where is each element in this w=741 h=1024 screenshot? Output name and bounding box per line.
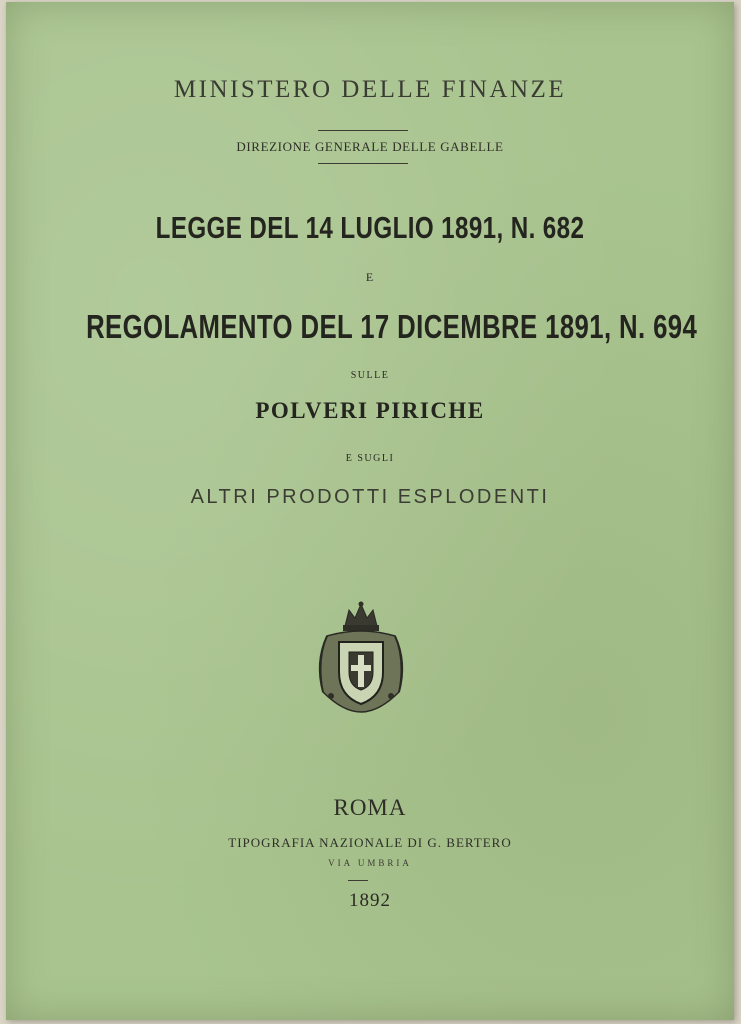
ministry-heading: MINISTERO DELLE FINANZE bbox=[173, 76, 567, 103]
year-rule bbox=[348, 880, 368, 881]
regolamento-title: REGOLAMENTO DEL 17 DICEMBRE 1891, N. 694 bbox=[86, 308, 698, 345]
publication-year: 1892 bbox=[349, 890, 391, 911]
conjunction-e: E bbox=[365, 270, 375, 284]
legge-title: LEGGE DEL 14 LUGLIO 1891, N. 682 bbox=[155, 210, 585, 245]
city-name: ROMA bbox=[333, 795, 407, 820]
sulle-text: SULLE bbox=[350, 370, 390, 381]
printer-name: TIPOGRAFIA NAZIONALE DI G. BERTERO bbox=[228, 835, 512, 850]
printer-address: VIA UMBRIA bbox=[328, 858, 412, 868]
book-cover bbox=[6, 2, 734, 1020]
bottom-rule bbox=[318, 163, 408, 164]
altri-subtitle: ALTRI PRODOTTI ESPLODENTI bbox=[190, 486, 550, 508]
crowned-coat-of-arms-icon bbox=[309, 600, 413, 714]
polveri-title: POLVERI PIRICHE bbox=[255, 398, 485, 423]
e-sugli-text: E SUGLI bbox=[345, 453, 395, 464]
top-rule bbox=[318, 130, 408, 131]
direzione-subheading: DIREZIONE GENERALE DELLE GABELLE bbox=[236, 139, 504, 154]
